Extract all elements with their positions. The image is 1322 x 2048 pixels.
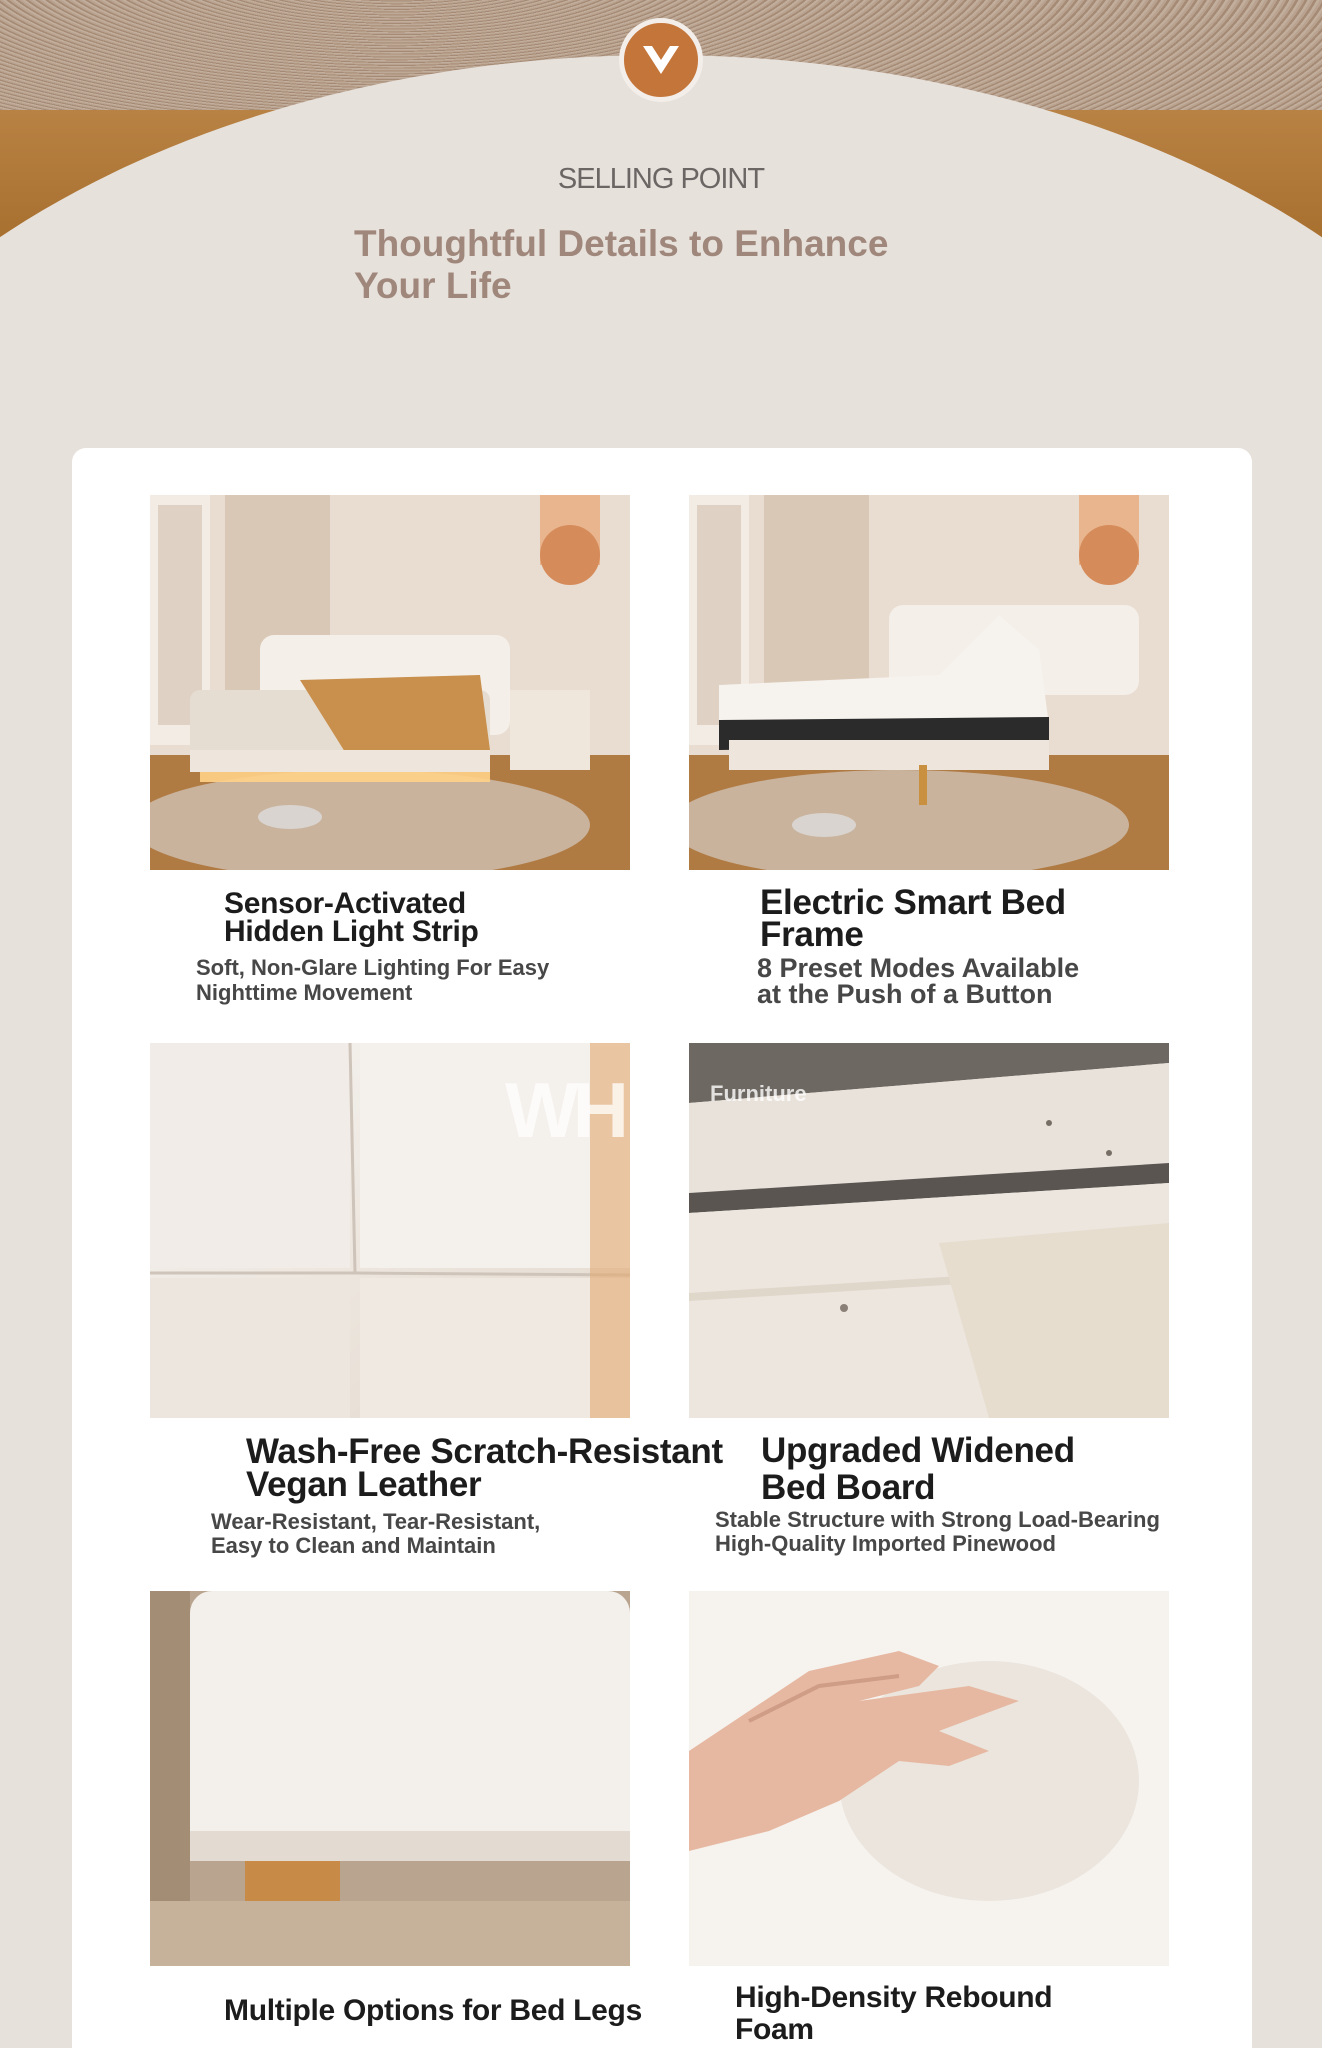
feature-subtitle-line: Soft, Non-Glare Lighting For Easy (196, 955, 550, 980)
feature-title-line: Wash-Free Scratch-Resistant (246, 1432, 723, 1471)
feature-title-line: Foam (735, 2013, 814, 2046)
feature-subtitle-line: Wear-Resistant, Tear-Resistant, (211, 1509, 541, 1534)
headline-line-2: Your Life (354, 265, 512, 306)
feature-subtitle-line: Easy to Clean and Maintain (211, 1533, 496, 1558)
feature-title-line: Upgraded Widened (761, 1431, 1075, 1470)
scroll-down-button[interactable] (619, 18, 703, 102)
feature-title-line: Multiple Options for Bed Legs (224, 1994, 642, 2027)
feature-subtitle-line: at the Push of a Button (757, 979, 1053, 1009)
watermark-furniture: Furniture (710, 1081, 807, 1106)
feature-subtitle-line: Stable Structure with Strong Load-Bearing (715, 1507, 1160, 1532)
feature-subtitle-light-strip (196, 955, 549, 1005)
feature-title-light-strip (224, 887, 479, 948)
feature-subtitle-electric-bed (757, 955, 1079, 1007)
feature-photo-light-strip (150, 495, 630, 870)
feature-title-line: Frame (760, 915, 864, 954)
brand-watermark (505, 1065, 835, 1160)
page-headline (354, 223, 994, 307)
feature-title-bed-legs (224, 1995, 642, 2027)
section-label: SELLING POINT (557, 163, 765, 195)
feature-title-electric-bed (760, 883, 1066, 954)
headline-line-1: Thoughtful Details to Enhance (354, 223, 889, 264)
feature-title-leather (246, 1432, 723, 1504)
feature-title-line: Electric Smart Bed (760, 883, 1066, 922)
watermark-logo: WH (505, 1066, 623, 1154)
feature-subtitle-line: High-Quality Imported Pinewood (715, 1531, 1056, 1556)
feature-subtitle-line: Nighttime Movement (196, 980, 413, 1005)
feature-photo-electric-bed (689, 495, 1169, 870)
feature-title-line: High-Density Rebound (735, 1981, 1053, 2014)
feature-subtitle-bed-board (715, 1508, 1160, 1556)
feature-title-line: Hidden Light Strip (224, 915, 479, 948)
feature-title-line: Sensor-Activated (224, 887, 466, 920)
chevron-down-icon (639, 40, 683, 80)
feature-title-line: Vegan Leather (246, 1465, 482, 1504)
feature-title-foam (735, 1982, 1052, 2046)
feature-photo-bed-legs (150, 1591, 630, 1966)
feature-photo-foam (689, 1591, 1169, 1966)
feature-subtitle-leather (211, 1510, 540, 1558)
feature-subtitle-line: 8 Preset Modes Available (757, 953, 1080, 983)
feature-title-bed-board (761, 1432, 1075, 1506)
feature-title-line: Bed Board (761, 1468, 936, 1507)
